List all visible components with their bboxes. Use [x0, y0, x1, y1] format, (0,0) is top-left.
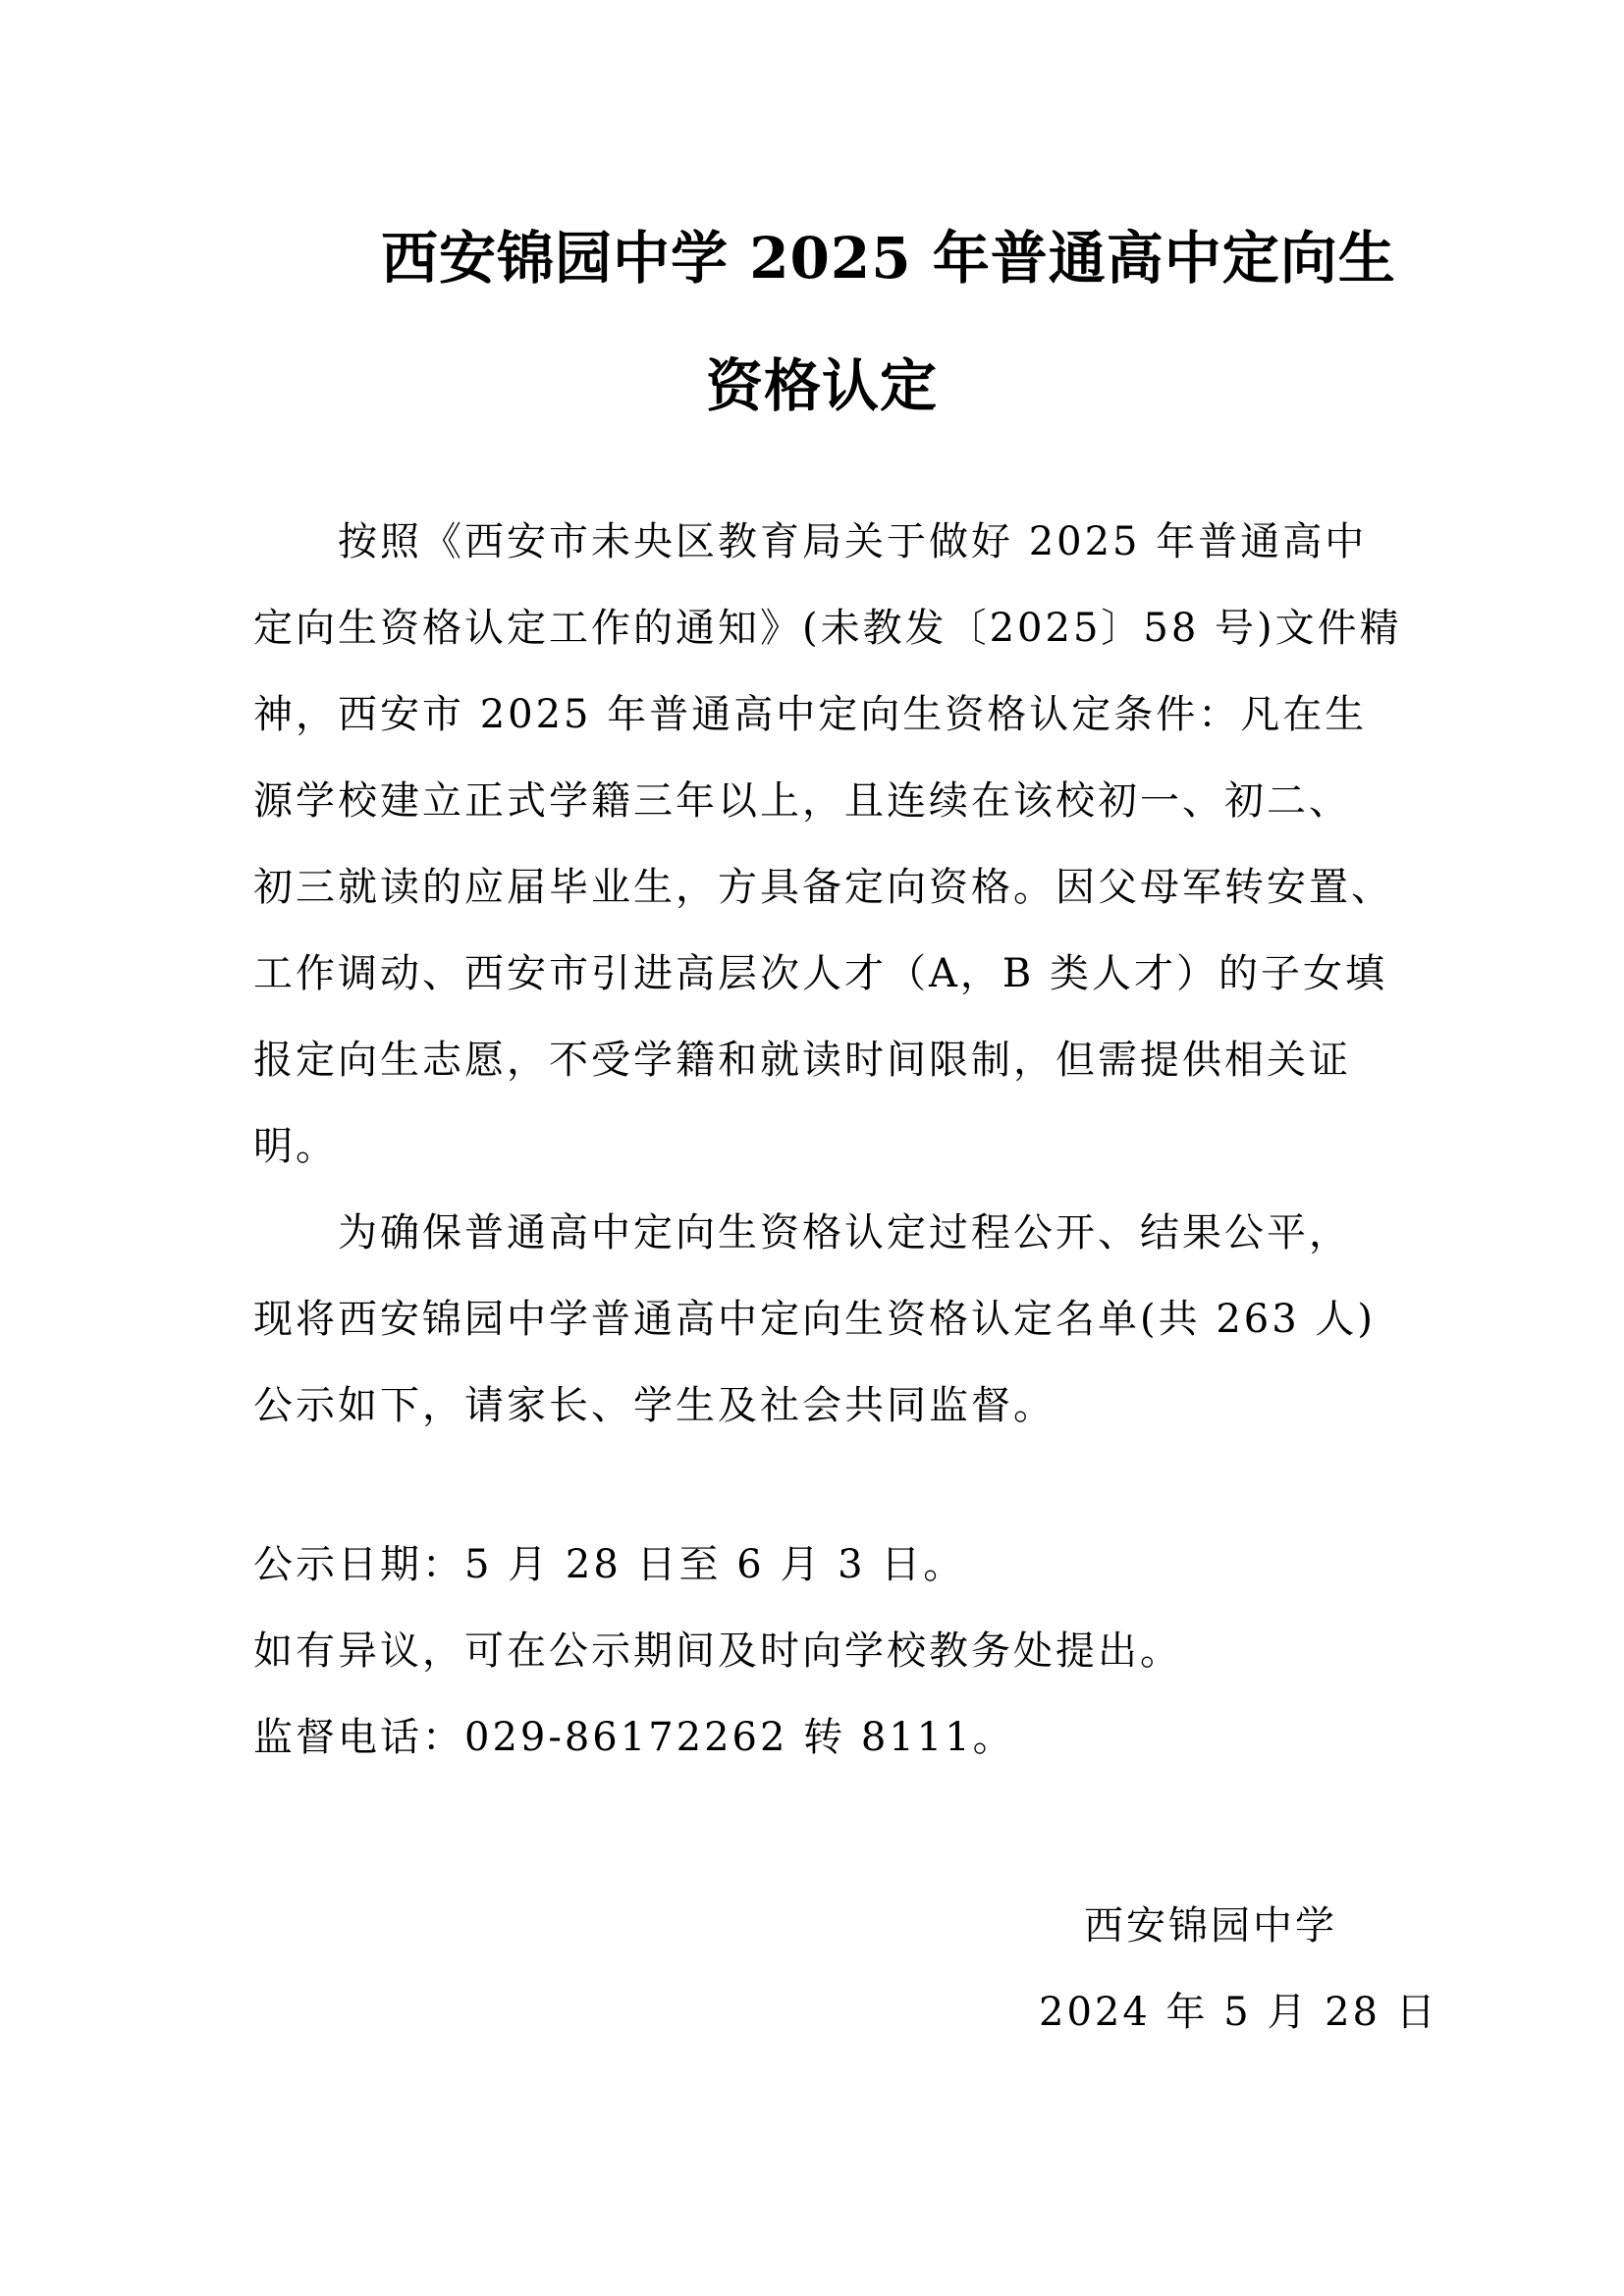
body-paragraph-2: [253, 1190, 1382, 1449]
signature-organization: 西安锦园中学: [1084, 1903, 1337, 1949]
paragraph-line: 公示如下，请家长、学生及社会共同监督。: [253, 1383, 1056, 1428]
paragraph-line: 定向生资格认定工作的通知》(未教发〔2025〕58 号)文件精: [253, 606, 1402, 651]
paragraph-line: 源学校建立正式学籍三年以上，且连续在该校初一、初二、: [253, 778, 1351, 824]
notice-date: 公示日期：5 月 28 日至 6 月 3 日。: [253, 1542, 966, 1587]
paragraph-line: 现将西安锦园中学普通高中定向生资格认定名单(共 263 人): [253, 1297, 1376, 1342]
paragraph-line: 报定向生志愿，不受学籍和就读时间限制，但需提供相关证: [253, 1038, 1351, 1083]
supervision-phone: 监督电话：029-86172262 转 8111。: [253, 1715, 1015, 1760]
document-title-line-2: 资格认定: [705, 352, 938, 419]
paragraph-line: 工作调动、西安市引进高层次人才（A，B 类人才）的子女填: [253, 951, 1387, 996]
paragraph-line: 按照《西安市未央区教育局关于做好 2025 年普通高中: [253, 519, 1368, 564]
paragraph-line: 初三就读的应届毕业生，方具备定向资格。因父母军转安置、: [253, 865, 1393, 910]
paragraph-line: 明。: [253, 1124, 338, 1169]
paragraph-line: 为确保普通高中定向生资格认定过程公开、结果公平，: [253, 1210, 1351, 1255]
document-title-line-1: 西安锦园中学 2025 年普通高中定向生: [381, 225, 1396, 292]
signature-date: 2024 年 5 月 28 日: [1039, 1990, 1438, 2035]
paragraph-line: 神，西安市 2025 年普通高中定向生资格认定条件：凡在生: [253, 692, 1368, 737]
body-paragraph-1: [253, 499, 1402, 1190]
objection-note: 如有异议，可在公示期间及时向学校教务处提出。: [253, 1629, 1182, 1674]
